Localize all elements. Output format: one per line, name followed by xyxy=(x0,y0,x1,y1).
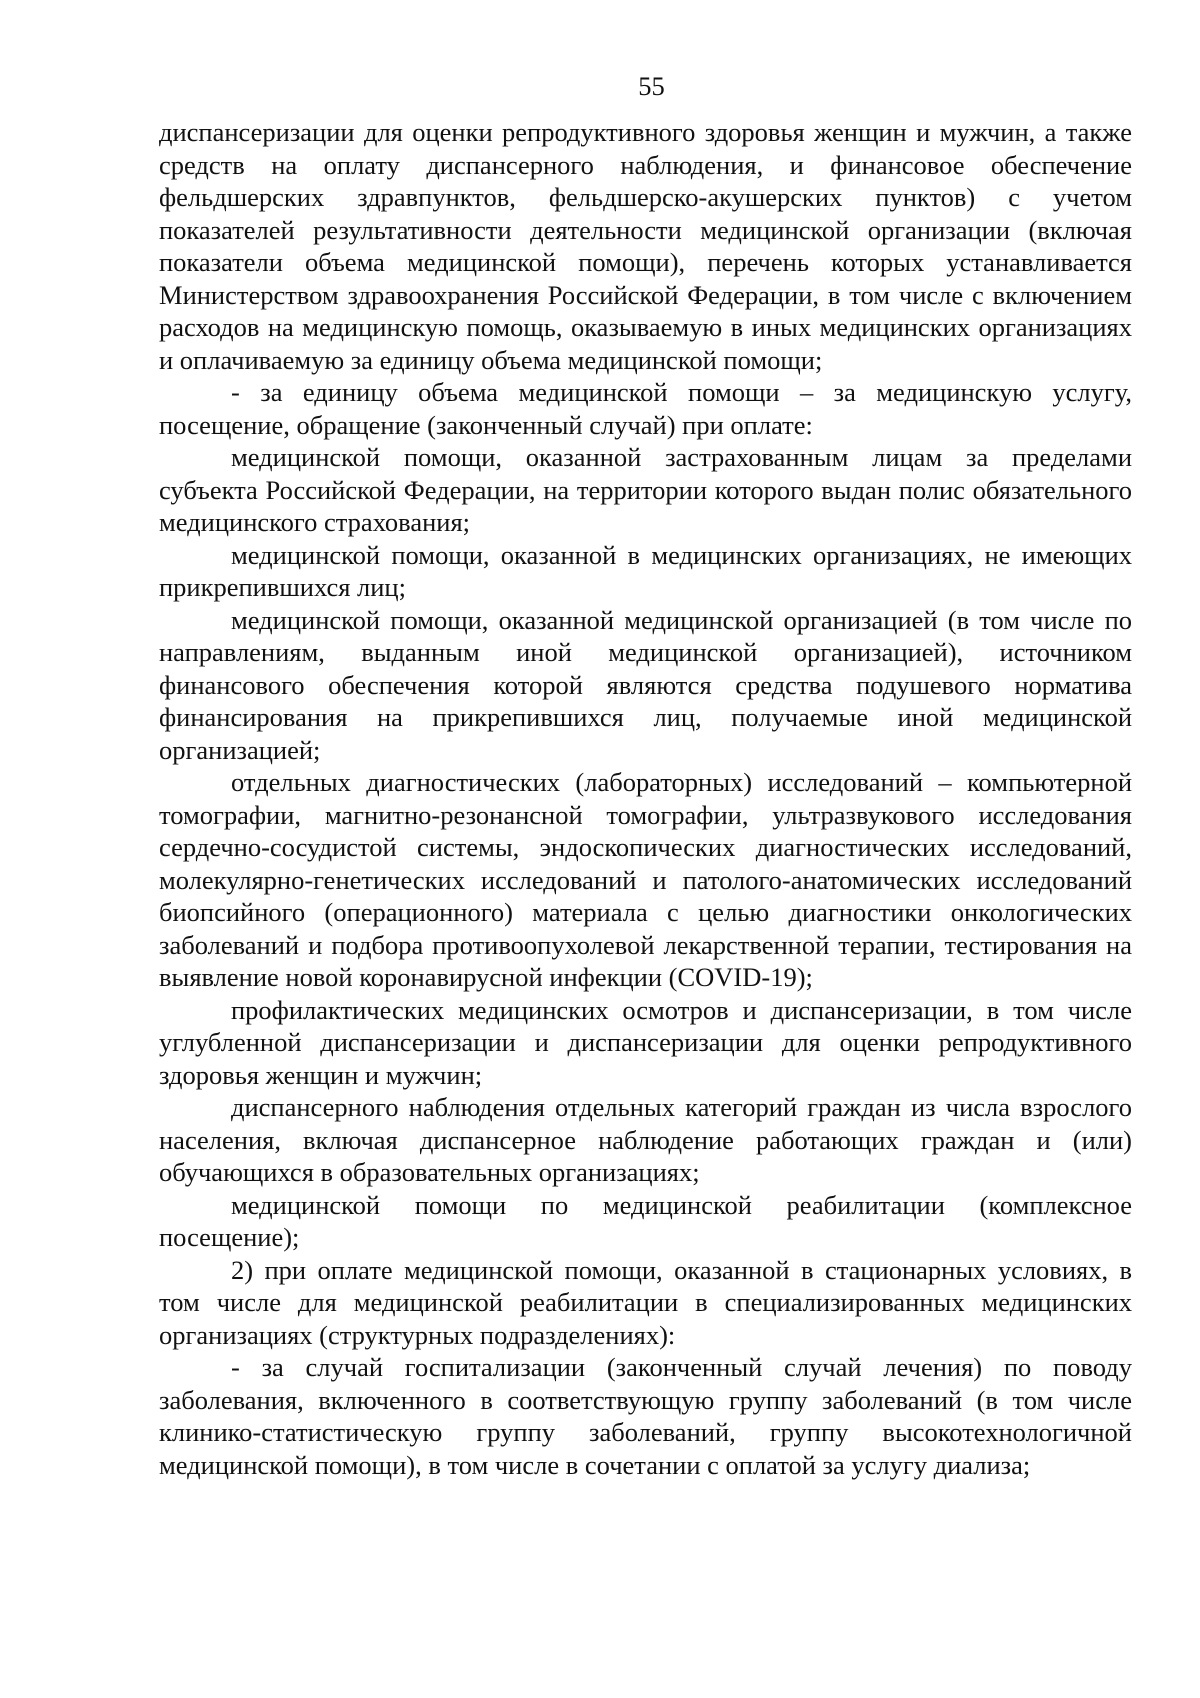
paragraph-no-attached-persons: медицинской помощи, оказанной в медицинских организациях, не имеющих прикрепившихся лиц; xyxy=(159,539,1132,602)
paragraph-referrals: медицинской помощи, оказанной медицинской организацией (в том числе по направлениям, выданным иной медицинской организацией), источником финансового обеспечения которой являются средства подушевого норматива финансирования на прикрепившихся лиц, получаемые иной медицинской организацией; xyxy=(159,604,1132,765)
page-number: 55 xyxy=(638,71,665,101)
paragraph-continuation: диспансеризации для оценки репродуктивного здоровья женщин и мужчин, а также средств на оплату диспансерного наблюдения, и финансовое обеспечение фельдшерских здравпунктов, фельдшерско-акушерских пунктов) с учетом показателей результативности деятельности медицинской организации (включая показатели объема медицинской помощи), перечень которых устанавливается Министерством здравоохранения Российской Федерации, в том числе с включением расходов на медицинскую помощь, оказываемую в иных медицинских организациях и оплачиваемую за единицу объема медицинской помощи; xyxy=(159,117,1132,375)
paragraph-inpatient-care: 2) при оплате медицинской помощи, оказанной в стационарных условиях, в том числе для медицинской реабилитации в специализированных медицинских организациях (структурных подразделениях): xyxy=(159,1254,1132,1350)
paragraph-preventive-exams: профилактических медицинских осмотров и диспансеризации, в том числе углубленной диспансеризации и диспансеризации для оценки репродуктивного здоровья женщин и мужчин; xyxy=(159,994,1132,1090)
document-body xyxy=(159,116,1132,1481)
paragraph-dispensary-observation: диспансерного наблюдения отдельных категорий граждан из числа взрослого населения, включая диспансерное наблюдение работающих граждан и (или) обучающихся в образовательных организациях; xyxy=(159,1092,1132,1187)
paragraph-rehabilitation: медицинской помощи по медицинской реабилитации (комплексное посещение); xyxy=(159,1189,1132,1252)
paragraph-diagnostic-studies: отдельных диагностических (лабораторных) исследований – компьютерной томографии, магнитно-резонансной томографии, ультразвукового исследования сердечно-сосудистой системы, эндоскопических диагностических исследований, молекулярно-генетических исследований и патолого-анатомических исследований биопсийного (операционного) материала с целью диагностики онкологических заболеваний и подбора противоопухолевой лекарственной терапии, тестирования на выявление новой коронавирусной инфекции (COVID-19); xyxy=(159,767,1132,992)
paragraph-hospitalization-case: - за случай госпитализации (законченный случай лечения) по поводу заболевания, включенного в соответствующую группу заболеваний (в том числе клинико-статистическую группу заболеваний, группу высокотехнологичной медицинской помощи), в том числе в сочетании с оплатой за услугу диализа; xyxy=(159,1352,1132,1480)
paragraph-per-unit-volume: - за единицу объема медицинской помощи – за медицинскую услугу, посещение, обращение (законченный случай) при оплате: xyxy=(159,377,1132,440)
paragraph-outside-region: медицинской помощи, оказанной застрахованным лицам за пределами субъекта Российской Федерации, на территории которого выдан полис обязательного медицинского страхования; xyxy=(159,442,1132,537)
